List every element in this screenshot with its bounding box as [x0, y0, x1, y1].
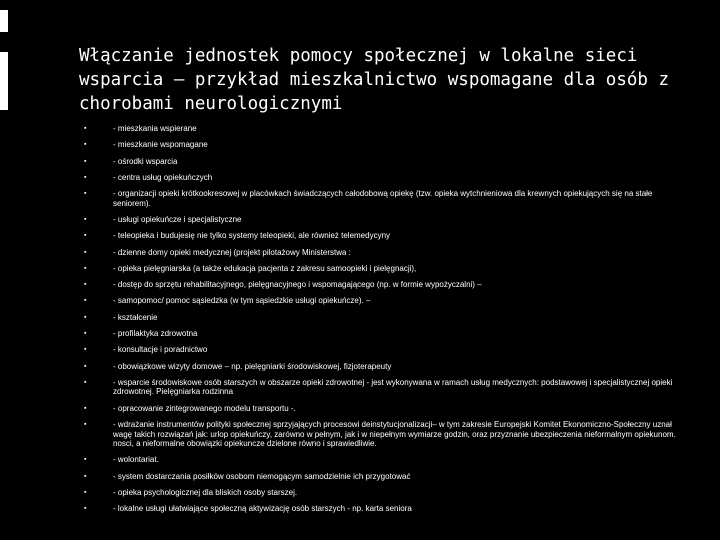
square-bullet-icon: ▪: [84, 141, 87, 149]
list-item-text: - samopomoc/ pomoc sąsiedzka (w tym sąsiedzkie usługi opiekuńcze). –: [113, 296, 371, 306]
list-item: [84, 280, 684, 290]
list-item: [84, 248, 684, 258]
square-bullet-icon: ▪: [84, 297, 87, 305]
list-item: [84, 173, 684, 183]
list-item: [84, 329, 684, 339]
list-item: [84, 345, 684, 355]
list-item-text: - lokalne usługi ułatwiające społeczną aktywizację osób starszych - np. karta seniora: [113, 504, 412, 514]
list-item: [84, 504, 684, 514]
accent-bar-top: [0, 10, 8, 32]
list-item-text: - mieszkanie wspomagane: [113, 140, 208, 150]
list-item: [84, 189, 684, 208]
square-bullet-icon: ▪: [84, 505, 87, 513]
list-item-text: - opracowanie zintegrowanego modelu transportu -.: [113, 403, 296, 413]
list-item: [84, 157, 684, 167]
list-item-text: - mieszkania wspierane: [113, 124, 197, 133]
square-bullet-icon: ▪: [84, 472, 87, 480]
list-item: [84, 140, 684, 150]
slide-title: Włączanie jednostek pomocy społecznej w lokalne sieci wsparcia – przykład mieszkalnictwo wspomagane dla osób z chorobami neurologicznymi: [79, 46, 670, 114]
list-item: [84, 231, 684, 241]
list-item-text: - system dostarczania posiłków osobom niemogącym samodzielnie ich przygotować: [113, 471, 411, 481]
list-item-text: - dzienne domy opieki medycznej (projekt pilotażowy Ministerstwa :: [113, 247, 351, 257]
list-item: [84, 455, 684, 465]
list-item-text: - organizacji opieki krótkookresowej w placówkach świadczących całodobową opiekę (tzw. opieka wytchnieniowa dla krewnych opiekujących się na stałe seniorem).: [113, 189, 653, 208]
list-item: [84, 215, 684, 225]
square-bullet-icon: ▪: [84, 362, 87, 370]
list-item: [84, 296, 684, 306]
list-item-text: - dostęp do sprzętu rehabilitacyjnego, pielęgnacyjnego i wspomagającego (np. w formie wypożyczalni) –: [113, 280, 482, 290]
square-bullet-icon: ▪: [84, 157, 87, 165]
list-item-text: - profilaktyka zdrowotna: [113, 329, 198, 339]
list-item: [84, 378, 684, 397]
list-item-text: - wdrażanie instrumentów polityki społecznej sprzyjających procesowi deinstytucjonalizacji– w tym zakresie Europejski Komitet Ekonomiczno-Społeczny uznał wagę takich rozwiązań jak: urlop opiekuńczy, zarówno w pełnym, jak i w niepełnym wymiarze godzin, oraz przyznanie ubezpieczenia nieformalnym opiekunom. nosci, a nieformalne obowiązki opiekuncze dzielone równo i sprawiedliwie.: [113, 420, 676, 449]
list-item: [84, 420, 684, 449]
list-item-text: - kształcenie: [113, 312, 158, 322]
list-item-text: - teleopieka i budujesię nie tylko systemy teleopieki, ale również telemedycyny: [113, 231, 391, 241]
list-item-text: - opieka pielęgniarska (a także edukacja pacjenta z zakresu samoopieki i pielęgnacji),: [113, 263, 417, 273]
square-bullet-icon: ▪: [84, 488, 87, 496]
bullet-list: [84, 124, 684, 521]
square-bullet-icon: ▪: [84, 404, 87, 412]
list-item: [84, 313, 684, 323]
list-item-text: - opieka psychologicznej dla bliskich osoby starszej.: [113, 487, 298, 497]
list-item-text: - usługi opiekuńcze i specjalistyczne: [113, 214, 242, 224]
square-bullet-icon: ▪: [84, 281, 87, 289]
list-item: [84, 404, 684, 414]
square-bullet-icon: ▪: [84, 125, 87, 132]
square-bullet-icon: ▪: [84, 330, 87, 338]
list-item-text: - ośrodki wsparcia: [113, 156, 178, 166]
square-bullet-icon: ▪: [84, 248, 87, 256]
list-item-text: - obowiązkowe wizyty domowe – np. pielęgniarki środowiskowej, fizjoterapeuty: [113, 361, 392, 371]
square-bullet-icon: ▪: [84, 264, 87, 272]
square-bullet-icon: ▪: [84, 232, 87, 240]
square-bullet-icon: ▪: [84, 215, 87, 223]
list-item: [84, 472, 684, 482]
square-bullet-icon: ▪: [84, 190, 87, 198]
square-bullet-icon: ▪: [84, 456, 87, 464]
square-bullet-icon: ▪: [84, 313, 87, 321]
list-item: [84, 124, 684, 134]
list-item-text: - wsparcie środowiskowe osób starszych w obszarze opieki zdrowotnej - jest wykonywana w ramach usług medycznych: podstawowej i specjalistycznej opieki zdrowotnej. Pielęgniarka rodzinna: [113, 377, 673, 397]
list-item-text: - centra usług opiekuńczych: [113, 172, 213, 182]
list-item-text: - konsultacje i poradnictwo: [113, 345, 208, 355]
square-bullet-icon: ▪: [84, 173, 87, 181]
square-bullet-icon: ▪: [84, 378, 87, 386]
accent-bar-mid: [0, 52, 8, 110]
list-item: [84, 264, 684, 274]
list-item-text: - wolontariat.: [113, 455, 159, 465]
square-bullet-icon: ▪: [84, 421, 87, 429]
list-item: [84, 362, 684, 372]
list-item: [84, 488, 684, 498]
square-bullet-icon: ▪: [84, 346, 87, 354]
